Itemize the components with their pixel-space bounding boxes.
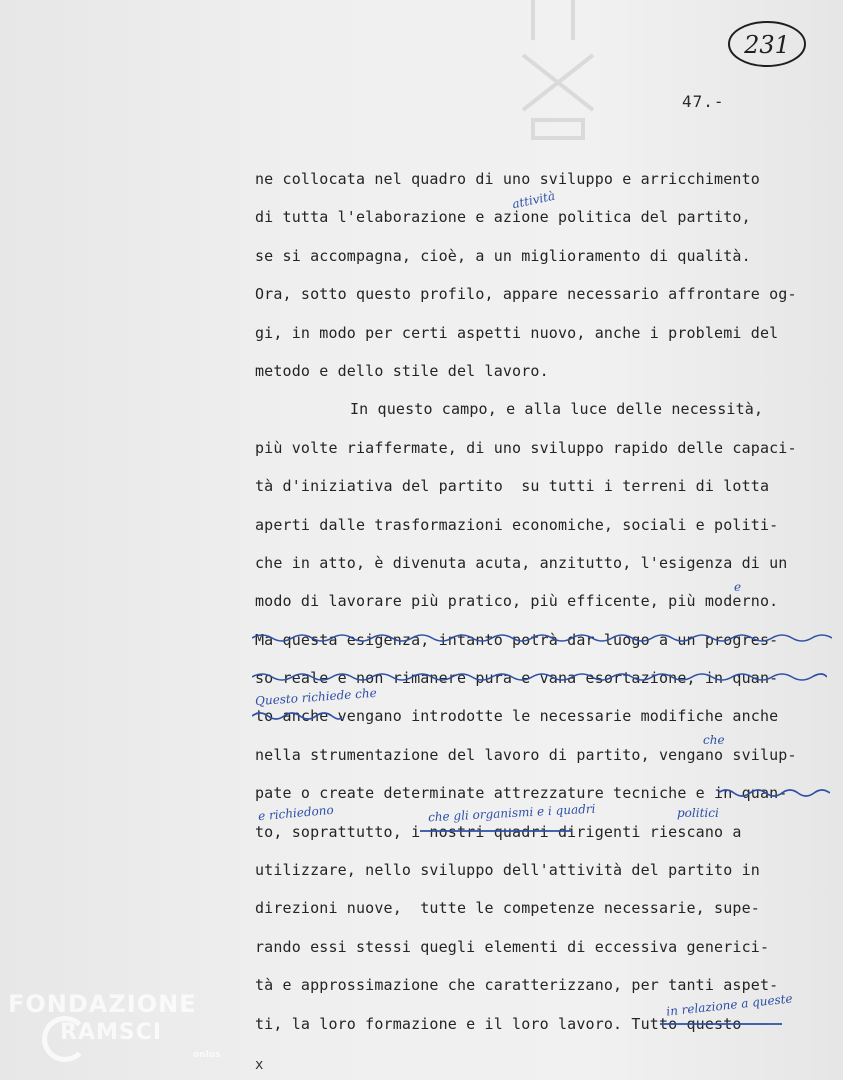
text-line: rando essi stessi quegli elementi di eccessiva generici- [255, 937, 770, 956]
text-line: se si accompagna, cioè, a un miglioramento di qualità. [255, 246, 751, 265]
text-line: to, soprattutto, i nostri quadri dirigenti riescano a [255, 822, 742, 841]
text-line: che in atto, è divenuta acuta, anzitutto, l'esigenza di un [255, 553, 788, 572]
text-line: utilizzare, nello sviluppo dell'attività del partito in [255, 861, 760, 880]
handwritten-annotation: che [703, 733, 725, 747]
text-line-struck: so reale e non rimanere pura e vana esortazione, in quan- [255, 669, 779, 688]
text-line: In questo campo, e alla luce delle necessità, [350, 400, 764, 419]
watermark-line1: FONDAZIONE [8, 990, 197, 1018]
page-number: 47.- [682, 92, 725, 111]
text-line: ne collocata nel quadro di uno sviluppo e arricchimento [255, 170, 760, 188]
text-line: nella strumentazione del lavoro di partito, vengano svilup- [255, 745, 797, 764]
text-line: to anche vengano introdotte le necessarie modifiche anche [255, 707, 779, 726]
text-line: direzioni nuove, tutte le competenze necessarie, supe- [255, 899, 760, 918]
text-line: gi, in modo per certi aspetti nuovo, anche i problemi del [255, 323, 779, 342]
handwritten-annotation: e richiedono [257, 802, 335, 824]
bleed-through-mark [513, 0, 603, 140]
handwritten-annotation: in relazione a queste [665, 991, 794, 1019]
handwritten-annotation: Questo richiede che [254, 685, 378, 709]
footer-mark: x [255, 1057, 264, 1073]
handwritten-annotation: politici [677, 806, 719, 820]
typed-text-body [255, 165, 840, 1048]
foundation-watermark-logo [8, 990, 221, 1070]
text-line: di tutta l'elaborazione e azione politica del partito, [255, 208, 751, 227]
text-line: più volte riaffermate, di uno sviluppo rapido delle capaci- [255, 438, 797, 457]
text-line: tà d'iniziativa del partito su tutti i terreni di lotta [255, 477, 770, 496]
text-line: pate o create determinate attrezzature tecniche e in quan- [255, 784, 788, 803]
watermark-line3: onlus [193, 1050, 221, 1060]
text-line: metodo e dello stile del lavoro. [255, 361, 549, 380]
archive-number: 231 [744, 31, 790, 59]
text-line: tà e approssimazione che caratterizzano, per tanti aspet- [255, 976, 779, 995]
text-line: aperti dalle trasformazioni economiche, sociali e politi- [255, 515, 779, 534]
handwritten-annotation: attività [511, 188, 557, 212]
watermark-line2: RAMSCI [60, 1020, 163, 1045]
text-line-struck: Ma questa esigenza, intanto potrà dar luogo a un progres- [255, 630, 779, 649]
archive-number-seal [726, 18, 808, 70]
text-line: ti, la loro formazione e il loro lavoro. Tutto questo [255, 1014, 742, 1033]
text-line: Ora, sotto questo profilo, appare necessario affrontare og- [255, 285, 797, 304]
handwritten-annotation: che gli organismi e i quadri [427, 801, 596, 825]
text-line: modo di lavorare più pratico, più efficente, più moderno. [255, 592, 779, 611]
handwritten-annotation: e [734, 580, 742, 594]
